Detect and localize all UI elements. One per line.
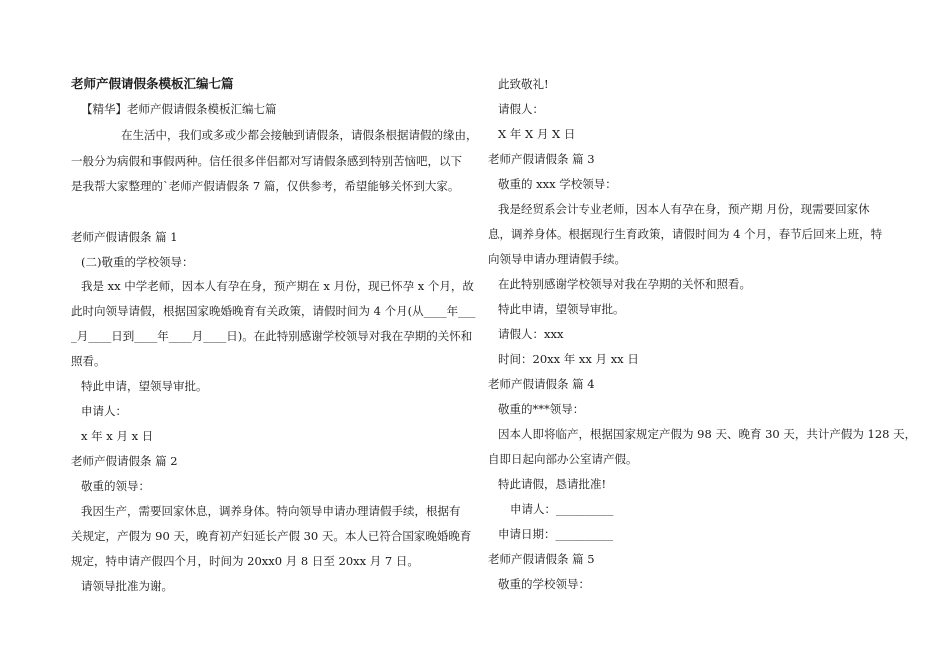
intro-paragraph-line: 在生活中，我们或多或少都会接触到请假条，请假条根据请假的缘由， <box>121 128 478 142</box>
body-line: 规定，特申请产假四个月，时间为 20xx0 月 8 日至 20xx 月 7 日。 <box>71 554 419 568</box>
body-line: 自即日起向部办公室请产假。 <box>488 452 638 466</box>
body-line: 在此特别感谢学校领导对我在孕期的关怀和照看。 <box>498 277 751 291</box>
section-heading-1: 老师产假请假条 篇 1 <box>71 230 178 244</box>
signature-label: 请假人： <box>498 102 544 116</box>
intro-paragraph-line: 是我帮大家整理的`老师产假请假条 7 篇，仅供参考，希望能够关怀到大家。 <box>71 179 460 193</box>
section-heading-5: 老师产假请假条 篇 5 <box>488 552 595 566</box>
date-line: 申请日期：__________ <box>498 527 613 541</box>
signature-label: 申请人： <box>81 404 127 418</box>
section-heading-4: 老师产假请假条 篇 4 <box>488 377 595 391</box>
salutation: 敬重的***领导： <box>498 402 585 416</box>
salutation: 敬重的学校领导： <box>498 577 590 591</box>
body-line: 息，调养身体。根据现行生育政策，请假时间为 4 个月，春节后回来上班，特 <box>488 227 883 241</box>
date-line: 时间：20xx 年 xx 月 xx 日 <box>498 352 639 366</box>
closing-line: 特此申请，望领导审批。 <box>81 379 208 393</box>
section-heading-2: 老师产假请假条 篇 2 <box>71 454 178 468</box>
body-line: 因本人即将临产，根据国家规定产假为 98 天、晚育 30 天，共计产假为 128 天， <box>498 427 917 441</box>
section-heading-3: 老师产假请假条 篇 3 <box>488 152 595 166</box>
salutation: 敬重的领导： <box>81 479 150 493</box>
document-title: 老师产假请假条模板汇编七篇 <box>71 76 234 91</box>
salutation: (二)敬重的学校领导： <box>81 255 194 269</box>
date-line: X 年 X 月 X 日 <box>498 127 576 141</box>
closing-line: 特此请假，恳请批准! <box>498 477 607 491</box>
body-line: 照看。 <box>71 354 106 368</box>
date-line: x 年 x 月 x 日 <box>81 429 154 443</box>
closing-line: 此致敬礼! <box>498 77 549 91</box>
body-line: 此时向领导请假，根据国家晚婚晚育有关政策，请假时间为 4 个月(从____年___ <box>71 304 476 318</box>
body-line: 我是 xx 中学老师，因本人有孕在身，预产期在 x 月份，现已怀孕 x 个月，故 <box>81 279 474 293</box>
intro-paragraph-line: 一般分为病假和事假两种。信任很多伴侣都对写请假条感到特别苦恼吧，以下 <box>71 154 462 168</box>
closing-line: 请领导批准为谢。 <box>81 579 173 593</box>
signature-label: 请假人：xxx <box>498 327 564 341</box>
salutation: 敬重的 xxx 学校领导： <box>498 177 617 191</box>
signature-label: 申请人：__________ <box>510 502 614 516</box>
body-line: _月____日到____年____月____日)。在此特别感谢学校领导对我在孕期的关怀和 <box>71 329 473 343</box>
body-line: 我是经贸系会计专业老师，因本人有孕在身，预产期 月份，现需要回家休 <box>498 202 870 216</box>
body-line: 向领导申请办理请假手续。 <box>488 252 626 266</box>
body-line: 我因生产，需要回家休息，调养身体。特向领导申请办理请假手续，根据有 <box>81 504 461 518</box>
body-line: 关规定，产假为 90 天，晚育初产妇延长产假 30 天。本人已符合国家晚婚晚育 <box>71 529 472 543</box>
subtitle-line: 【精华】老师产假请假条模板汇编七篇 <box>81 102 277 116</box>
closing-line: 特此申请，望领导审批。 <box>498 302 625 316</box>
